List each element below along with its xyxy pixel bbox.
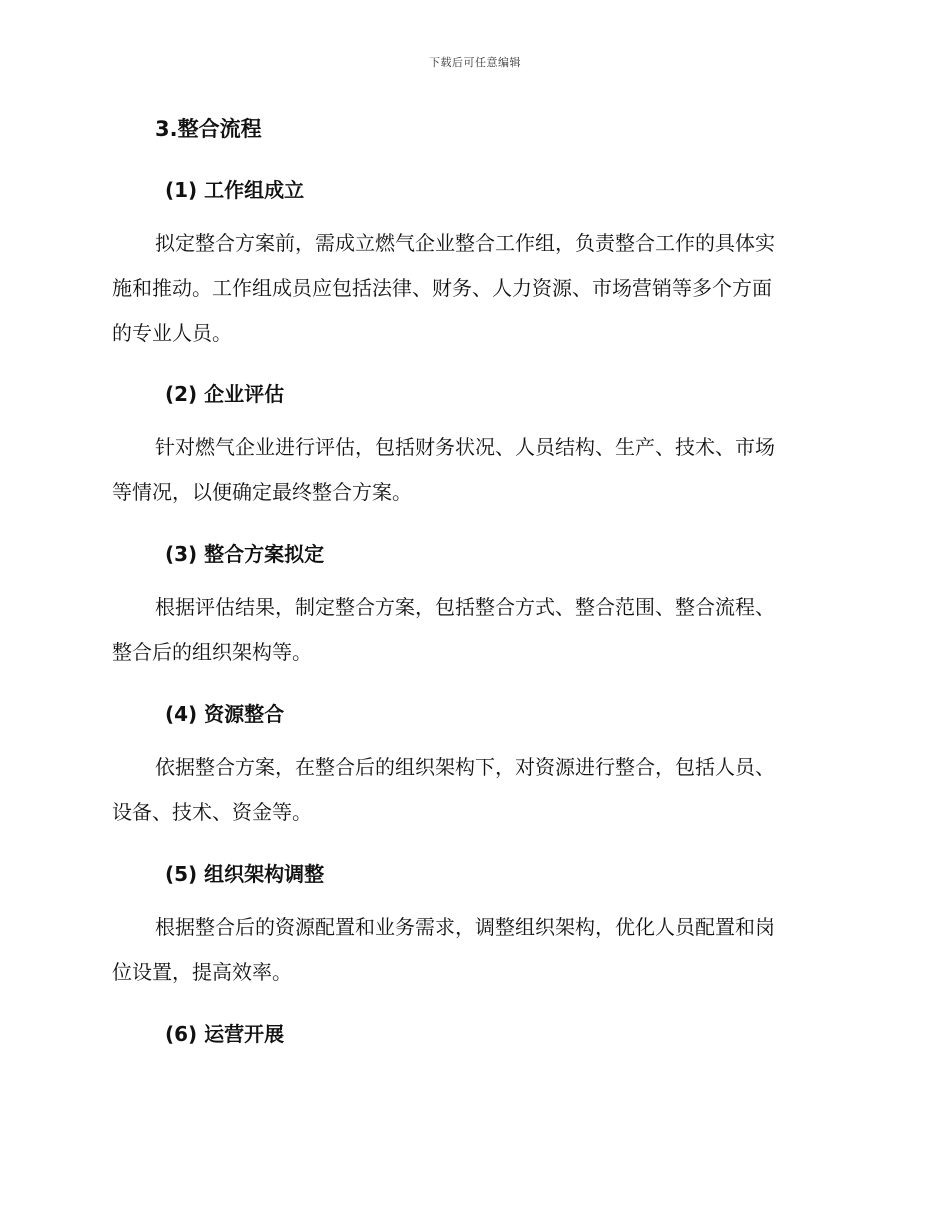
paragraph-line: 位设置，提高效率。 [112,960,292,984]
paragraph-line: 根据整合后的资源配置和业务需求，调整组织架构，优化人员配置和岗 [155,915,775,939]
step-5-heading: (5) 组织架构调整 [165,862,325,886]
paragraph-line: 根据评估结果，制定整合方案，包括整合方式、整合范围、整合流程、 [155,595,775,619]
step-3-paragraph [112,585,842,675]
paragraph-line: 依据整合方案，在整合后的组织架构下，对资源进行整合，包括人员、 [155,755,775,779]
section-title: 3.整合流程 [155,117,262,141]
page-header-note: 下载后可任意编辑 [429,56,521,69]
paragraph-line: 拟定整合方案前，需成立燃气企业整合工作组，负责整合工作的具体实 [155,231,775,255]
step-5-paragraph [112,905,842,995]
step-1-heading: (1) 工作组成立 [165,178,305,202]
step-4-heading: (4) 资源整合 [165,702,285,726]
paragraph-line: 等情况，以便确定最终整合方案。 [112,480,412,504]
step-6-heading: (6) 运营开展 [165,1022,285,1046]
paragraph-line: 设备、技术、资金等。 [112,800,312,824]
step-4-paragraph [112,745,842,835]
paragraph-line: 的专业人员。 [112,321,232,345]
step-1-paragraph [112,221,842,356]
paragraph-line: 施和推动。工作组成员应包括法律、财务、人力资源、市场营销等多个方面 [112,276,772,300]
step-2-paragraph [112,425,842,515]
paragraph-line: 整合后的组织架构等。 [112,640,312,664]
step-2-heading: (2) 企业评估 [165,382,285,406]
paragraph-line: 针对燃气企业进行评估，包括财务状况、人员结构、生产、技术、市场 [155,435,775,459]
step-3-heading: (3) 整合方案拟定 [165,542,325,566]
